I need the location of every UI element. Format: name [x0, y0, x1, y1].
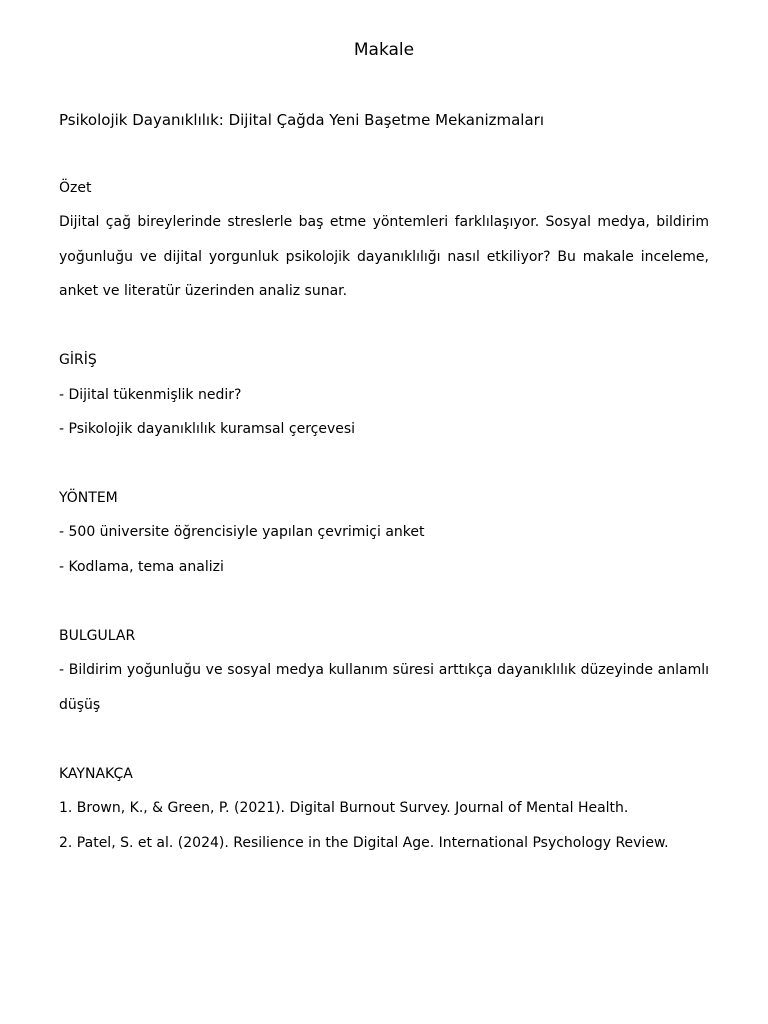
article-title: Psikolojik Dayanıklılık: Dijital Çağda Yeni Başetme Mekanizmaları [59, 111, 544, 129]
method-heading: YÖNTEM [59, 490, 118, 506]
document-title: Makale [353, 40, 415, 60]
abstract-text: Dijital çağ bireylerinde streslerle baş etme yöntemleri farklılaşıyor. Sosyal medya, bildirim yoğunluğu ve dijital yorgunluk psikolojik dayanıklılığı nasıl etkiliyor? Bu makale inceleme, anket ve literatür üzerinden analiz sunar. [59, 214, 709, 299]
intro-item: - Dijital tükenmişlik nedir? [59, 387, 242, 403]
method-item: - Kodlama, tema analizi [59, 559, 224, 575]
intro-item: - Psikolojik dayanıklılık kuramsal çerçevesi [59, 421, 356, 437]
intro-heading: GİRİŞ [59, 352, 97, 368]
abstract-heading: Özet [59, 180, 92, 196]
findings-heading: BULGULAR [59, 628, 136, 644]
method-item: - 500 üniversite öğrencisiyle yapılan çevrimiçi anket [59, 524, 425, 540]
reference-item: 1. Brown, K., & Green, P. (2021). Digital Burnout Survey. Journal of Mental Health. [59, 800, 629, 816]
findings-text: - Bildirim yoğunluğu ve sosyal medya kullanım süresi arttıkça dayanıklılık düzeyinde anlamlı düşüş [59, 662, 709, 713]
references-heading: KAYNAKÇA [59, 766, 133, 782]
reference-item: 2. Patel, S. et al. (2024). Resilience in the Digital Age. International Psychology Review. [59, 835, 669, 851]
